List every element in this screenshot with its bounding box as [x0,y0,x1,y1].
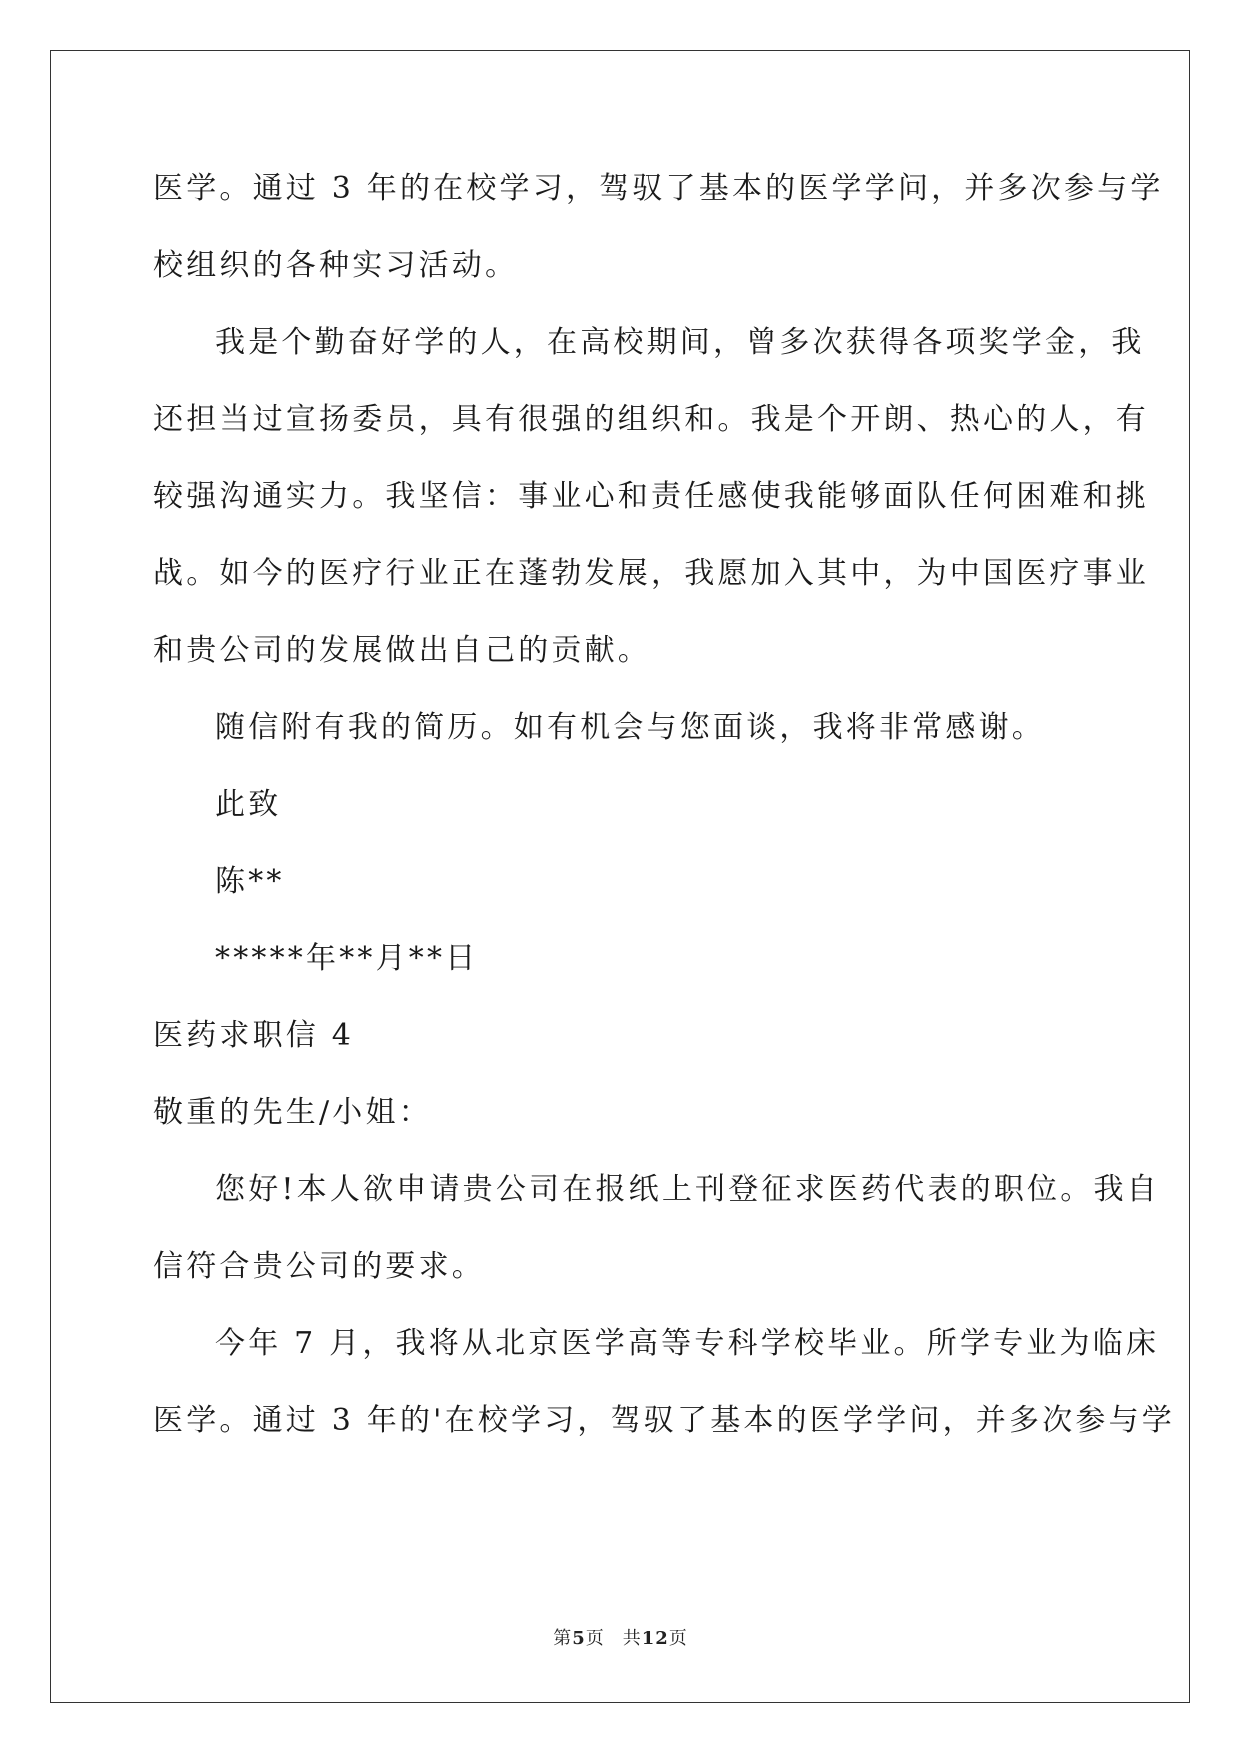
footer-total-suffix: 页 [668,1628,688,1649]
text-line: 校组织的各种实习活动。 [153,248,519,283]
total-page-count: 12 [641,1628,669,1649]
text-line: 您好!本人欲申请贵公司在报纸上刊登征求医药代表的职位。我自 [215,1172,1160,1207]
text-line: 随信附有我的简历。如有机会与您面谈，我将非常感谢。 [215,710,1045,745]
greeting: 敬重的先生/小姐： [153,1095,432,1130]
closing-salutation: 此致 [215,787,282,822]
text-line: 较强沟通实力。我坚信：事业心和责任感使我能够面队任何困难和挑 [153,479,1149,514]
footer-prefix: 第 [553,1628,573,1649]
signature-date: *****年**月**日 [215,941,479,976]
document-body [153,150,1176,1459]
text-line: 医学。通过 3 年的'在校学习，驾驭了基本的医学学问，并多次参与学 [153,1403,1176,1438]
text-line: 和贵公司的发展做出自己的贡献。 [153,633,651,668]
text-line: 医学。通过 3 年的在校学习，驾驭了基本的医学学问，并多次参与学 [153,171,1164,206]
text-line: 战。如今的医疗行业正在蓬勃发展，我愿加入其中，为中国医疗事业 [153,556,1149,591]
footer-total-prefix: 共 [622,1628,642,1649]
section-title: 医药求职信 4 [153,1018,355,1053]
page-footer [0,1624,1241,1650]
text-line: 我是个勤奋好学的人，在高校期间，曾多次获得各项奖学金，我 [215,325,1145,360]
signature-name: 陈** [215,864,285,899]
current-page-number: 5 [572,1628,586,1649]
text-line: 信符合贵公司的要求。 [153,1249,485,1284]
text-line: 还担当过宣扬委员，具有很强的组织和。我是个开朗、热心的人，有 [153,402,1149,437]
text-line: 今年 7 月，我将从北京医学高等专科学校毕业。所学专业为临床 [215,1326,1160,1361]
footer-page-suffix: 页 [585,1628,605,1649]
